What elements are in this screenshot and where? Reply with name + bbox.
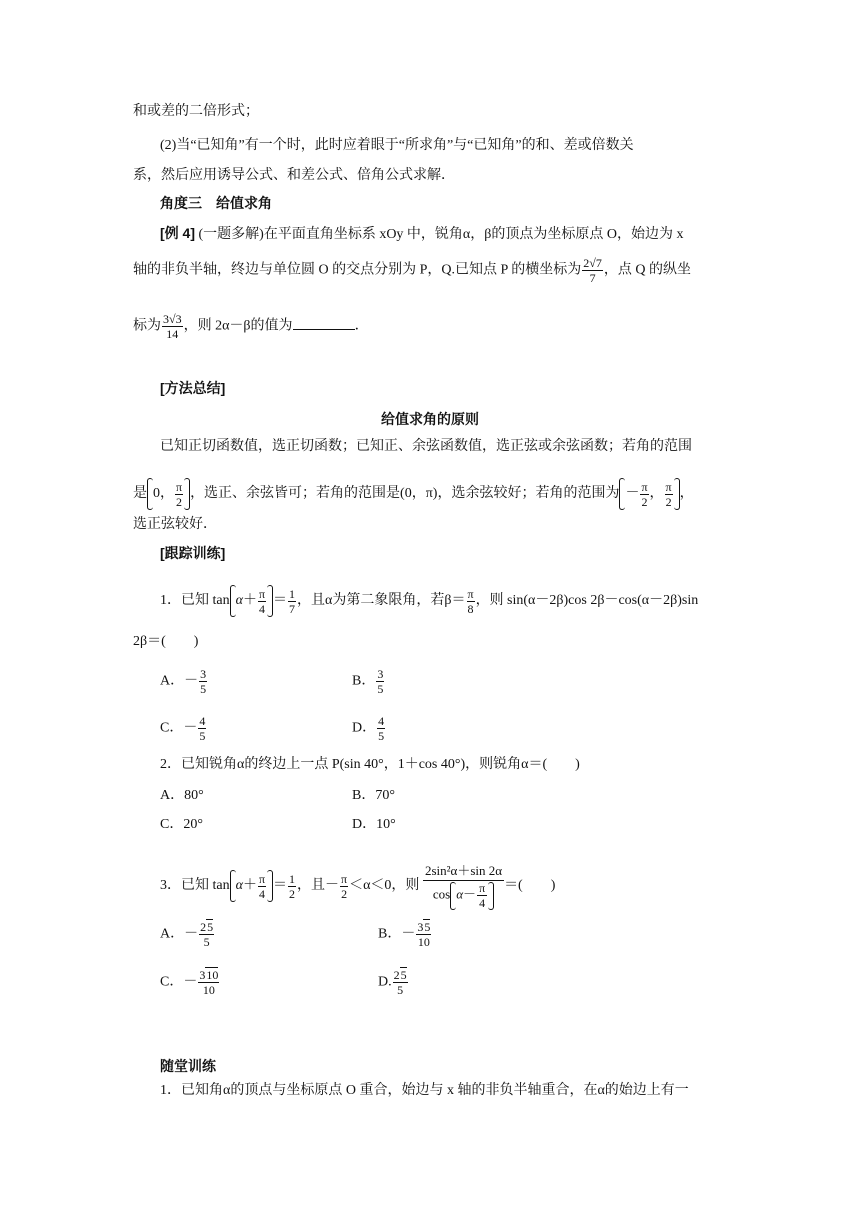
option-c[interactable]: C．20° <box>160 817 203 832</box>
text: ＝ <box>273 593 288 609</box>
example-tag: [例 4] <box>160 225 195 241</box>
fraction <box>582 256 603 285</box>
fraction: $\frac{\pi}{2}$ <box>176 479 183 509</box>
text: ，则 sin(α－2β)cos 2β－cos(α－2β)sin <box>475 593 699 609</box>
question-2: 2．已知锐角α的终边上一点 P(sin 40°，1＋cos 40°)，则锐角α＝( ) <box>160 757 580 772</box>
option-d[interactable]: D. $\frac{25}{5}$ <box>378 968 407 997</box>
answer-blank[interactable] <box>293 315 355 330</box>
fraction: $\frac{310}{10}$ <box>199 968 219 997</box>
denominator: 7 <box>589 271 596 285</box>
fraction: $\frac{\pi}{2}$ <box>641 479 648 509</box>
example-4-line1 <box>160 223 684 245</box>
option-b[interactable]: B．70° <box>352 788 395 803</box>
text-line: 1．已知角α的顶点与坐标原点 O 重合，始边与 x 轴的非负半轴重合，在α的始边上有一 <box>160 1083 689 1098</box>
example-text: ，则 2α－β的值为 <box>183 318 293 334</box>
fraction: $\frac{35}{10}$ <box>417 920 431 949</box>
question-1: 1．已知 tan α＋ $\frac{\pi}{4}$ ＝ $\frac{1}{7}$ ，且α为第二象限角，若β＝ $\frac{\pi}{8}$ ，则 sin(α－2β)cos 2β－cos(α－2β)sin <box>160 586 699 616</box>
option-b[interactable]: B．－ $\frac{35}{10}$ <box>378 920 431 949</box>
method-tag: [方法总结] <box>160 380 226 396</box>
option-a[interactable]: A．－ $\frac{25}{5}$ <box>160 920 214 949</box>
text: ＝( ) <box>504 878 556 894</box>
fraction: $\frac{3}{5}$ <box>377 667 384 696</box>
text-line: (2)当“已知角”有一个时，此时应着眼于“所求角”与“已知角”的和、差或倍数关 <box>160 138 634 153</box>
fraction: $\frac{\pi}{2}$ <box>341 871 348 901</box>
fraction: $\frac{\pi}{8}$ <box>467 586 474 616</box>
text: ，选正、余弦皆可；若角的范围是(0，π)，选余弦较好；若角的范围为 <box>190 486 620 502</box>
text-line: 和或差的二倍形式； <box>133 104 259 119</box>
numerator: 3√3 <box>163 312 182 326</box>
big-fraction <box>423 862 504 910</box>
text-line: 系，然后应用诱导公式、和差公式、倍角公式求解． <box>133 168 455 183</box>
option-d[interactable]: D． $\frac{4}{5}$ <box>352 714 385 743</box>
text: cos <box>432 886 451 902</box>
text-line: 是 0， $\frac{\pi}{2}$ ，选正、余弦皆可；若角的范围是(0，π)，选余弦较好；若角的范围为 － $\frac{\pi}{2}$ ， $\frac{\pi}{2}$ ， <box>133 479 694 509</box>
follow-tag: [跟踪训练] <box>160 545 226 561</box>
fraction: $\frac{\pi}{4}$ <box>258 871 266 901</box>
text: ，且α为第二象限角，若β＝ <box>297 593 466 609</box>
option-d[interactable]: D．10° <box>352 817 396 832</box>
question-3: 3．已知 tan α＋ $\frac{\pi}{4}$ ＝ $\frac{1}{2}$ ，且－ $\frac{\pi}{2}$ ＜α＜0，则 2sin²α＋sin 2α cos α－ $\frac{\pi}{4}$ ＝( ) <box>160 863 556 910</box>
text: ， <box>679 486 694 502</box>
section-heading: 随堂训练 <box>160 1058 216 1074</box>
numerator: 2sin²α＋sin 2α <box>423 862 504 881</box>
example-text: 标为 <box>133 318 161 334</box>
fraction: $\frac{25}{5}$ <box>200 920 214 949</box>
fraction: $\frac{25}{5}$ <box>393 968 407 997</box>
text-line: 选正弦较好． <box>133 517 217 532</box>
option-a[interactable]: A．80° <box>160 788 204 803</box>
numerator: 2√7 <box>583 256 602 270</box>
text: ＝ <box>273 878 288 894</box>
denominator: cos α－ $\frac{\pi}{4}$ <box>423 881 504 910</box>
text: ，且－ <box>297 878 340 894</box>
example-4-line3 <box>133 312 369 341</box>
denominator: 14 <box>166 327 179 341</box>
option-b[interactable]: B． $\frac{3}{5}$ <box>352 667 384 696</box>
fraction: $\frac{\pi}{4}$ <box>258 586 266 616</box>
example-text: 轴的非负半轴，终边与单位圆 O 的交点分别为 P，Q.已知点 P 的横坐标为 <box>133 262 582 278</box>
question-1-line2: 2β＝( ) <box>133 634 199 649</box>
example-text: (一题多解)在平面直角坐标系 xOy 中，锐角α，β的顶点为坐标原点 O，始边为 x <box>198 227 684 242</box>
example-text: ，点 Q 的纵坐 <box>603 262 691 278</box>
right-bracket <box>488 882 494 910</box>
fraction: $\frac{4}{5}$ <box>199 714 206 743</box>
text: 是 <box>133 486 147 502</box>
option-a[interactable]: A．－ $\frac{3}{5}$ <box>160 667 207 696</box>
section-heading: 角度三 给值求角 <box>160 195 272 211</box>
example-text: ． <box>354 318 369 334</box>
option-c[interactable]: C．－ $\frac{310}{10}$ <box>160 968 219 997</box>
fraction: $\frac{\pi}{2}$ <box>665 479 672 509</box>
fraction: $\frac{\pi}{4}$ <box>479 881 486 910</box>
fraction: $\frac{1}{2}$ <box>289 871 296 901</box>
text: 1．已知 tan <box>160 593 230 609</box>
fraction: $\frac{4}{5}$ <box>378 714 385 743</box>
fraction: $\frac{1}{7}$ <box>289 586 296 616</box>
text: ＜α＜0，则 <box>349 878 420 894</box>
fraction <box>162 312 183 341</box>
example-4-line2 <box>133 256 691 285</box>
option-c[interactable]: C．－ $\frac{4}{5}$ <box>160 714 206 743</box>
text-line: 已知正切函数值，选正切函数；已知正、余弦函数值，选正弦或余弦函数；若角的范围 <box>160 439 692 454</box>
fraction: $\frac{3}{5}$ <box>200 667 207 696</box>
method-title: 给值求角的原则 <box>381 411 479 427</box>
text: 3．已知 tan <box>160 878 230 894</box>
